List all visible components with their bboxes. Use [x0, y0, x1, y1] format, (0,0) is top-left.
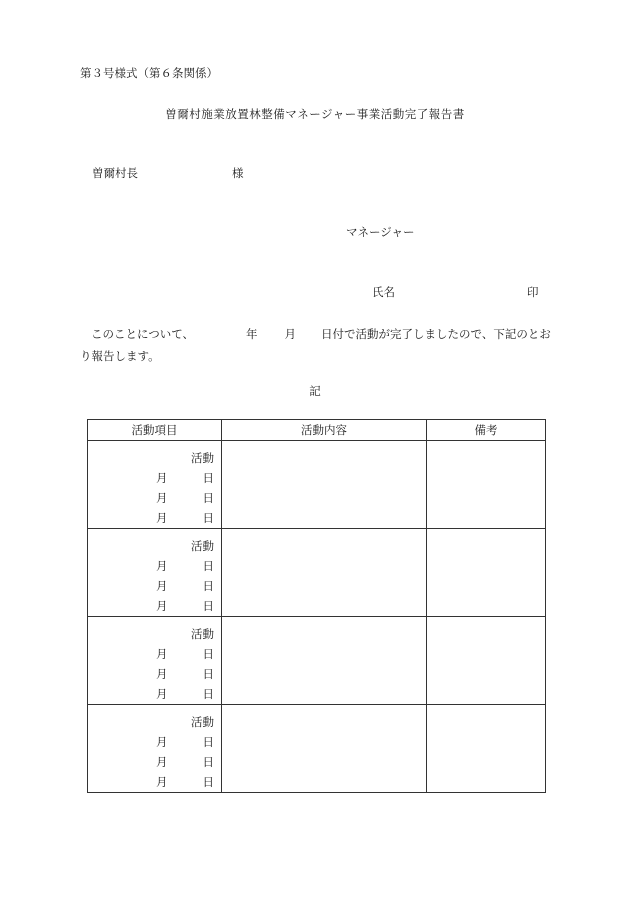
day-label: 日 [202, 755, 214, 769]
month-day-line [154, 468, 214, 488]
table-header-row [88, 420, 546, 441]
month-label: 月 [156, 755, 168, 769]
body-paragraph [80, 323, 555, 367]
day-label: 日 [202, 579, 214, 593]
activity-content-cell[interactable] [222, 529, 427, 617]
month-label: 月 [156, 647, 168, 661]
manager-title: マネージャー [346, 225, 415, 239]
month-day-line [154, 644, 214, 664]
month-label: 月 [156, 775, 168, 789]
activity-content-cell[interactable] [222, 441, 427, 529]
month-label: 月 [156, 559, 168, 573]
addressee-suffix: 様 [232, 166, 244, 180]
activity-table [87, 419, 546, 793]
header-remarks: 備考 [427, 420, 546, 441]
month-day-line [154, 752, 214, 772]
day-label: 日 [202, 491, 214, 505]
month-label: 月 [156, 735, 168, 749]
activity-item-lines [154, 448, 214, 528]
month-label: 月 [156, 667, 168, 681]
day-label: 日 [202, 559, 214, 573]
activity-content-cell[interactable] [222, 617, 427, 705]
month-label: 月 [156, 471, 168, 485]
month-day-line [154, 576, 214, 596]
activity-label: 活動 [191, 627, 214, 641]
activity-label: 活動 [191, 715, 214, 729]
day-label: 日 [202, 511, 214, 525]
month-label: 月 [156, 579, 168, 593]
remarks-cell[interactable] [427, 529, 546, 617]
table-row [88, 705, 546, 793]
activity-item-lines [154, 624, 214, 704]
activity-content-cell[interactable] [222, 705, 427, 793]
day-label: 日 [202, 775, 214, 789]
body-month-label: 月 [284, 327, 297, 341]
activity-item-cell[interactable] [88, 441, 222, 529]
form-number: 第３号様式（第６条関係） [80, 66, 218, 80]
day-label: 日 [202, 687, 214, 701]
header-activity-content: 活動内容 [222, 420, 427, 441]
name-label: 氏名 [372, 285, 395, 299]
activity-item-cell[interactable] [88, 529, 222, 617]
month-day-line [154, 488, 214, 508]
body-year-label: 年 [246, 327, 258, 341]
activity-label: 活動 [191, 451, 214, 465]
activity-item-cell[interactable] [88, 705, 222, 793]
body-text-rest: 日付で活動が完了しましたので、下記のとおり報告します。 [80, 327, 551, 363]
month-day-line [154, 732, 214, 752]
activity-item-lines [154, 536, 214, 616]
month-label: 月 [156, 599, 168, 613]
table-row [88, 441, 546, 529]
remarks-cell[interactable] [427, 617, 546, 705]
activity-item-cell[interactable] [88, 617, 222, 705]
table-row [88, 529, 546, 617]
month-day-line [154, 664, 214, 684]
addressee-name: 曽爾村長 [92, 166, 138, 180]
month-day-line [154, 772, 214, 792]
remarks-cell[interactable] [427, 441, 546, 529]
seal-label: 印 [527, 285, 539, 299]
day-label: 日 [202, 599, 214, 613]
activity-item-lines [154, 712, 214, 792]
header-activity-item: 活動項目 [88, 420, 222, 441]
month-day-line [154, 508, 214, 528]
table-row [88, 617, 546, 705]
month-label: 月 [156, 491, 168, 505]
remarks-cell[interactable] [427, 705, 546, 793]
month-day-line [154, 596, 214, 616]
table-body [88, 441, 546, 793]
ki-heading: 記 [309, 384, 321, 398]
day-label: 日 [202, 667, 214, 681]
month-day-line [154, 684, 214, 704]
document-title: 曽爾村施業放置林整備マネージャー事業活動完了報告書 [165, 107, 465, 121]
month-label: 月 [156, 511, 168, 525]
body-text-intro: このことについて、 [91, 327, 195, 341]
day-label: 日 [202, 471, 214, 485]
activity-label: 活動 [191, 539, 214, 553]
day-label: 日 [202, 735, 214, 749]
month-label: 月 [156, 687, 168, 701]
day-label: 日 [202, 647, 214, 661]
month-day-line [154, 556, 214, 576]
